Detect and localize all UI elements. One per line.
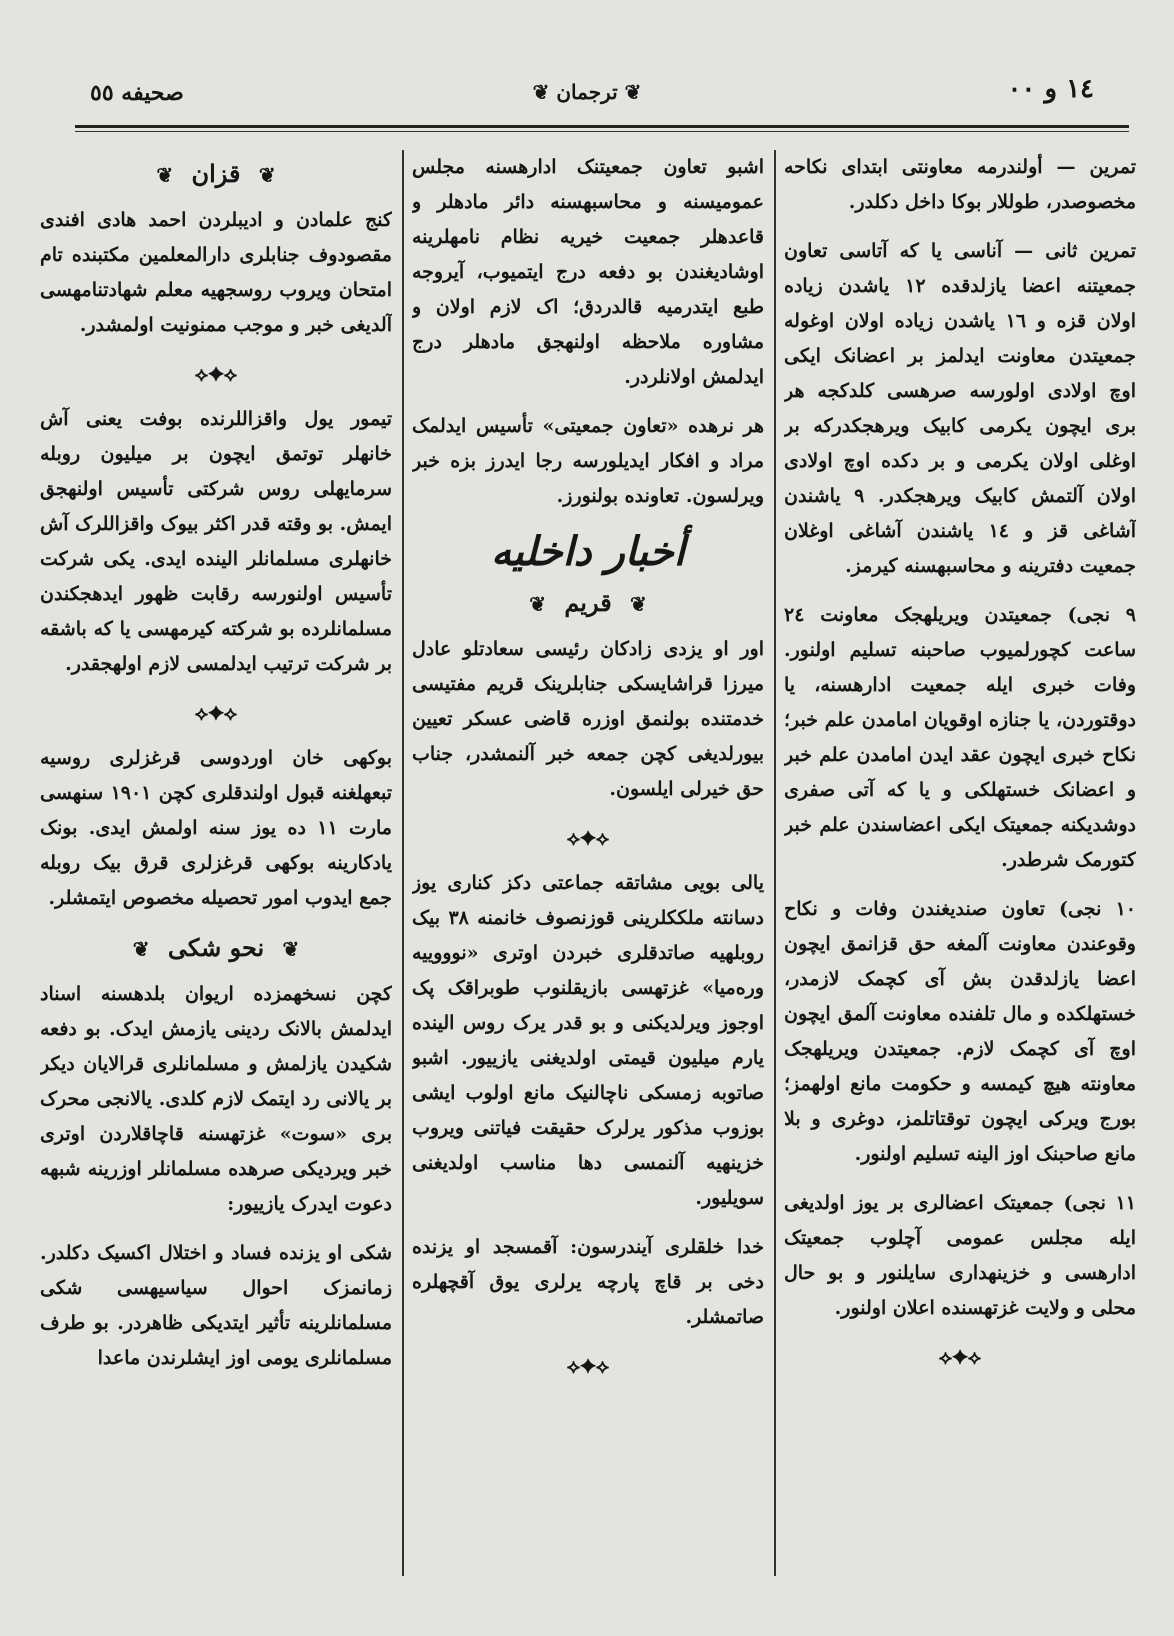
- ornament-icon: ❦: [132, 937, 150, 961]
- paper-name-line: [60, 80, 1114, 104]
- ornament-icon: ❦: [529, 592, 546, 616]
- middle-column: [412, 150, 764, 1576]
- separator-ornament: ⟡✦⟡: [938, 1345, 982, 1369]
- article-paragraph: ١١ نجی) جمعیتک اعضالری بر یوز اولدیغی ایله مجلس عمومی آچلوب جمعیتک ادارهسی و خزینهداری سایلنور و بو حال محلی و ولایت غزتهسنده اعلان اولنور.: [784, 1192, 1136, 1319]
- article-paragraph: ٩ نجی) جمعیتدن ویریلهجک معاونت ٢٤ ساعت کچورلمیوب صاحبنه تسلیم اولنور. وفات خبری ایله جمعیت ادارهسنه، یا دوقتوردن، یا جنازه اوقویان امامدن علم خبر؛ نکاح خبری ایچون عقد ایدن امامدن علم خبر و اعضانک خستهلکی و یا که آتی صفری دوشدیکنه جمعیتک ایکی اعضاسندن علم خبر کتورمک شرطدر.: [784, 604, 1136, 871]
- ornament-icon: ❦: [282, 937, 300, 961]
- separator-ornament: ⟡✦⟡: [566, 1354, 610, 1378]
- separator-ornament: ⟡✦⟡: [194, 701, 238, 725]
- subsection-title-crimea: [412, 585, 764, 622]
- section-title-shaki: [40, 930, 392, 967]
- right-column: [784, 150, 1136, 1576]
- article-paragraph: ١٠ نجی) تعاون صندیغندن وفات و نکاح وقوعندن معاونت آلمغه حق قزانمق ایچون اعضا یازلدقدن بش آی کچمک لازمدر، خستهلکده و مال تلفنده معاونت آلمق ایچون اوچ آی کچمک لازم. جمعیتدن ویریلهجک معاونته هیچ کیمسه و حکومت مانع اولهمز؛ بورج ویرکی ایچون توقتاتلمز، دوغری و بلا مانع صاحبنک اوز الینه تسلیم اولنور.: [784, 898, 1136, 1165]
- section-title-text: نحو شکی: [167, 933, 265, 962]
- paper-name: ترجمان: [556, 80, 618, 104]
- ornament-icon: ❦: [156, 163, 174, 187]
- left-column: [40, 150, 392, 1576]
- page-label: صحیفه ٥٥: [90, 80, 184, 106]
- article-paragraph: شکی او یزنده فساد و اختلال اکسیک دکلدر. زمانمزک احوال سیاسیهسی شکی مسلمانلرینه تأثیر ایتدیکی ظاهردر. بو طرف مسلمانلری یومی اوز ایشلرندن ماعدا: [40, 1242, 392, 1369]
- article-paragraph: تمرین ثانی — آناسی یا که آتاسی تعاون جمعیتنه اعضا یازلدقده ١٢ یاشدن زیاده اولان قزه و ١٦ یاشدن زیاده اولان اوغوله جمعیتدن معاونت ایدلمز بر اعضانک ایکی اوچ اولادی اولورسه صرهسی کلدکجه هر بری ایچون یکرمی کابیک ویرهجکدرکه بر اوغلی اولان یکرمی و بر دکده اوچ اولادی اولان آلتمش کابیک ویرهجکدر. ٩ یاشندن آشاغی قز و ١٤ یاشندن آشاغی اوغلان جمعیت دفترینه و محاسبهسنه کیرمز.: [784, 240, 1136, 577]
- section-title-kazan: [40, 156, 392, 193]
- ornament-icon: ❦: [532, 80, 550, 104]
- header-rule: [75, 125, 1129, 128]
- article-paragraph: بوکهی خان اوردوسی قرغزلری روسیه تبعهلغنه قبول اولندقلری کچن ١٩٠١ سنهسی مارت ١١ ده یوز سنه اولمش ایدی. بونک یادکارینه بوکهی قرغزلری قرق بیک روبله جمع ایدوب امور تحصیله مخصوص ایتمشلر.: [40, 747, 392, 909]
- article-paragraph: تمرین — أولندرمه معاونتی ابتدای نکاحه مخصوصدر، طوللار بوکا داخل دکلدر.: [784, 156, 1136, 213]
- ornament-icon: ❦: [258, 163, 276, 187]
- separator-ornament: ⟡✦⟡: [194, 362, 238, 386]
- article-paragraph: کچن نسخهمزده اریوان بلدهسنه اسناد ایدلمش بالانک ردینی یازمش ایدک. بو دفعه شکیدن یازلمش و مسلمانلری قرالایان دیکر بر یالانی رد ایتمک لازم کلدی. یالانجی محرک بری «سوت» غزتهسنه قاچاقلاردن اوتری خبر ویردیکی صرهده مسلمانلر اوزرینه شبهه دعوت ایدرک یازییور:: [40, 983, 392, 1215]
- article-paragraph: اشبو تعاون جمعیتنک ادارهسنه مجلس عمومیسنه و محاسبهسنه دائر مادهلر و قاعدهلر جمعیت خیریه نظام نامهلرینه اوشادیغندن بو دفعه درج ایتمیوب، آیروجه طبع ایتدرمیه قالدردق؛ اک لازم اولان و مشاوره ملاحظه اولنهجق مادهلر درج ایدلمش اولانلردر.: [412, 156, 764, 388]
- section-title-text: قزان: [191, 159, 241, 188]
- page-header: [60, 70, 1114, 120]
- header-rule-thin: [75, 131, 1129, 132]
- ornament-icon: ❦: [630, 592, 647, 616]
- ornament-icon: ❦: [624, 80, 642, 104]
- article-paragraph: یالی بویی مشاتقه جماعتی دکز کناری یوز دسانته ملککلرینی قوزنصوف خانمنه ٣٨ بیک روبلهیه صاتدقلری خبردن اوتری «نوووییه وره‌میا» غزتهسی بازیقلنوب طوبراقک پک اوجوز ویرلدیکنی و بو قدر یرک روس الینده یارم میلیون قیمتی اولدیغنی یازییور. اشبو صاتوبه زمسکی ناچالنیک مانع اولوب ایشی بوزوب مذکور یرلرک حقیقت فیاتنی ویروب خزینهیه آلنمسی دها مناسب اولدیغنی سویلیور.: [412, 872, 764, 1209]
- article-paragraph: تیمور یول واقزاللرنده بوفت یعنی آش خانهلر توتمق ایچون بر میلیون روبله سرمایهلی روس شرکتی تأسیس اولنهجق ایمش. بو وقته قدر اکثر بیوک واقزاللرک آش خانهلری مسلمانلر الینده ایدی. یکی شرکت تأسیس اولنورسه رقابت ظهور ایدهجکندن مسلمانلرده بو شرکته کیرمهسی یا که باشقه بر شرکت ترتیب ایدلمسی لازم اولهجقدر.: [40, 408, 392, 675]
- article-paragraph: خدا خلقلری آیندرسون: آقمسجد او یزنده دخی بر قاچ پارچه یرلری یوق آقچهلره صاتمشلر.: [412, 1236, 764, 1328]
- article-paragraph: اور او یزدی زادکان رئیسی سعادتلو عادل میرزا قراشایسکی جنابلرینک قریم مفتیسی خدمتنده بولنمق اوزره قاضی عسکر تعیین بیورلدیغی کچن جمعه خبر آلنمشدر، جناب حق خیرلی ایلسون.: [412, 638, 764, 800]
- separator-ornament: ⟡✦⟡: [566, 826, 610, 850]
- article-paragraph: کنج علمادن و ادیبلردن احمد هادی افندی مقصودوف جنابلری دارالمعلمین مکتبنده تام امتحان ویروب روسجهیه معلم شهادتنامهسی آلدیغی خبر و موجب ممنونیت اولمشدر.: [40, 209, 392, 336]
- column-divider: [774, 150, 776, 1576]
- column-divider: [402, 150, 404, 1576]
- section-title-domestic-news: أخبار داخلیه: [491, 528, 685, 575]
- article-paragraph: هر نرهده «تعاون جمعیتی» تأسیس ایدلمک مراد و افکار ایدیلورسه رجا ایدرز بزه خبر ویرلسون. تعاونده بولنورز.: [412, 415, 764, 507]
- subsection-title-text: قریم: [564, 588, 612, 617]
- issue-number: ١٤ و ٠٠: [1007, 74, 1094, 104]
